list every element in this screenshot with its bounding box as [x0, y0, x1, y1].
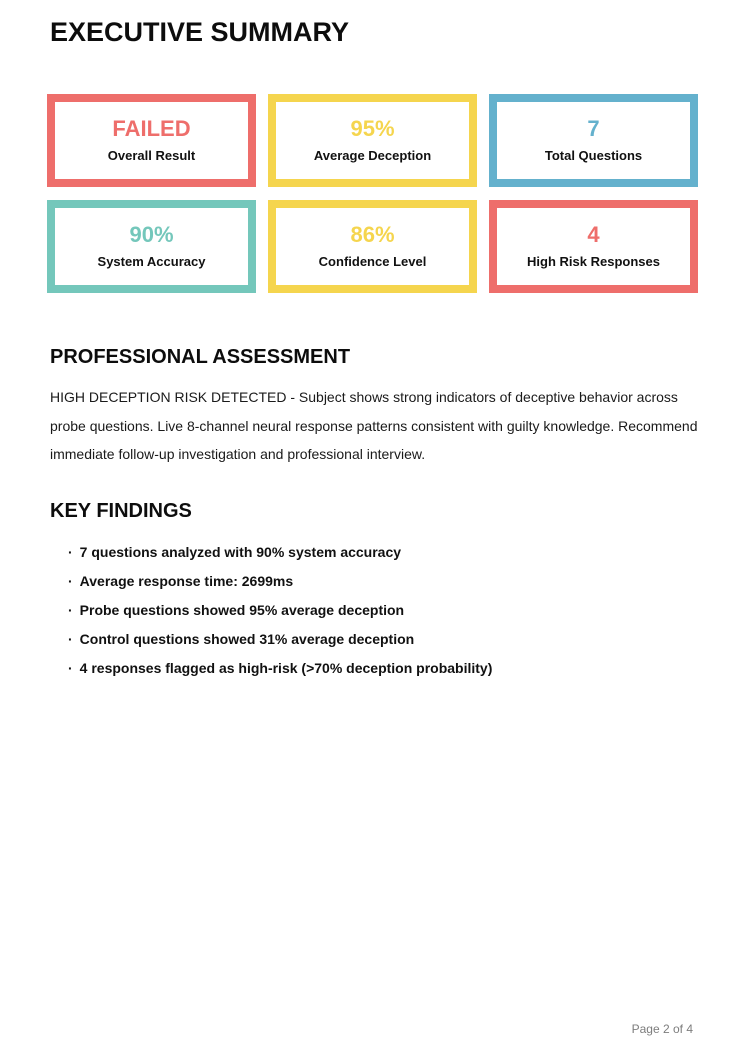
finding-text: Control questions showed 31% average deception	[79, 630, 415, 647]
stat-label: Confidence Level	[318, 254, 427, 270]
finding-item	[68, 571, 693, 591]
report-page	[0, 17, 743, 1061]
stat-card-overall-result	[47, 94, 256, 187]
finding-text: 4 responses flagged as high-risk (>70% deception probability)	[79, 659, 493, 676]
stat-card-system-accuracy	[47, 200, 256, 293]
assessment-body: HIGH DECEPTION RISK DETECTED - Subject shows strong indicators of deceptive behavior across probe questions. Live 8-channel neural response patterns consistent with guilty knowledge. Recommend immediate follow-up investigation and professional interview.	[50, 389, 698, 463]
finding-item	[68, 658, 693, 678]
stat-value: FAILED	[112, 116, 191, 142]
stat-value: 7	[587, 116, 600, 142]
stat-value: 4	[587, 222, 600, 248]
stat-card-confidence-level	[268, 200, 477, 293]
finding-text: Probe questions showed 95% average deception	[79, 601, 405, 618]
stat-value: 90%	[129, 222, 174, 248]
finding-item	[68, 542, 693, 562]
bullet-marker: ·	[68, 543, 73, 560]
bullet-marker: ·	[68, 601, 73, 618]
bullet-marker: ·	[68, 659, 73, 676]
summary-cards	[47, 94, 698, 293]
stat-label: Overall Result	[107, 148, 196, 164]
stat-label: Average Deception	[313, 148, 432, 164]
finding-item	[68, 600, 693, 620]
stat-card-high-risk-responses	[489, 200, 698, 293]
stat-label: System Accuracy	[97, 254, 206, 270]
finding-text: Average response time: 2699ms	[79, 572, 294, 589]
key-findings-heading: KEY FINDINGS	[50, 499, 192, 522]
key-findings-list	[68, 542, 693, 678]
stat-card-total-questions	[489, 94, 698, 187]
stat-value: 95%	[350, 116, 395, 142]
page-number: Page 2 of 4	[631, 1022, 693, 1036]
bullet-marker: ·	[68, 630, 73, 647]
finding-item	[68, 629, 693, 649]
bullet-marker: ·	[68, 572, 73, 589]
stat-card-average-deception	[268, 94, 477, 187]
stat-value: 86%	[350, 222, 395, 248]
stat-label: Total Questions	[544, 148, 643, 164]
finding-text: 7 questions analyzed with 90% system accuracy	[79, 543, 402, 560]
assessment-heading: PROFESSIONAL ASSESSMENT	[50, 346, 351, 369]
page-title: EXECUTIVE SUMMARY	[50, 17, 350, 47]
stat-label: High Risk Responses	[527, 254, 660, 270]
